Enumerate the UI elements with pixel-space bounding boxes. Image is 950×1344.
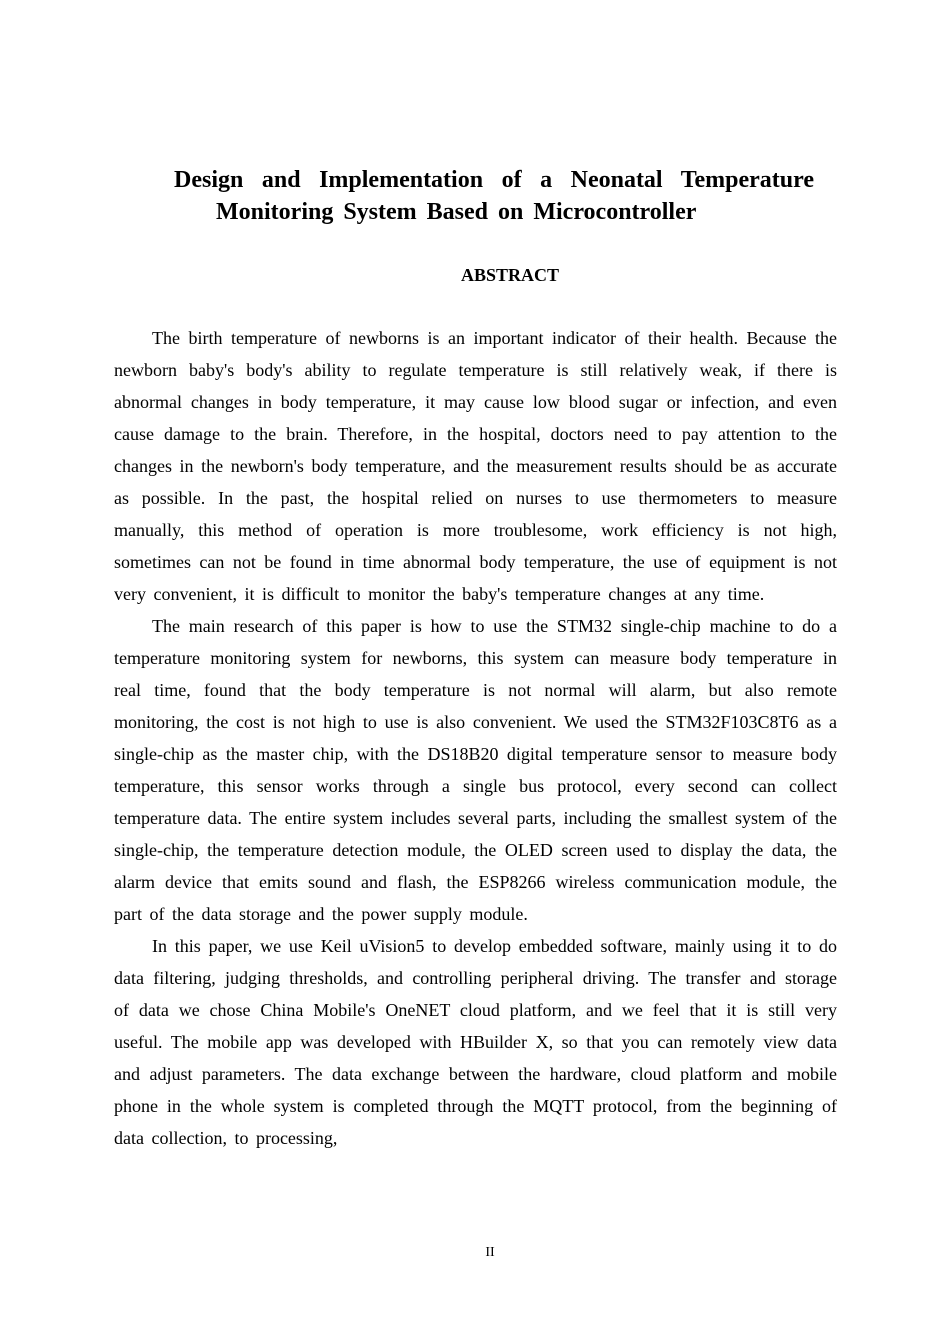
document-title bbox=[160, 164, 828, 228]
abstract-paragraph: The main research of this paper is how to use the STM32 single-chip machine to do a temperature monitoring system for newborns, this system can measure body temperature in real time, found that the body temperature is not normal will alarm, but also remote monitoring, the cost is not high to use is also convenient. We used the STM32F103C8T6 as a single-chip as the master chip, with the DS18B20 digital temperature sensor to measure body temperature, this sensor works through a single bus protocol, every second can collect temperature data. The entire system includes several parts, including the smallest system of the single-chip, the temperature detection module, the OLED screen used to display the data, the alarm device that emits sound and flash, the ESP8266 wireless communication module, the part of the data storage and the power supply module. bbox=[114, 616, 837, 924]
page-number: II bbox=[485, 1245, 495, 1260]
abstract-paragraph: In this paper, we use Keil uVision5 to develop embedded software, mainly using it to do data filtering, judging thresholds, and controlling peripheral driving. The transfer and storage of data we chose China Mobile's OneNET cloud platform, and we feel that it is still very useful. The mobile app was developed with HBuilder X, so that you can remotely view data and adjust parameters. The data exchange between the hardware, cloud platform and mobile phone in the whole system is completed through the MQTT protocol, from the beginning of data collection, to processing, bbox=[114, 936, 837, 1148]
title-line-1: Design and Implementation of a Neonatal Temperature bbox=[174, 167, 814, 193]
abstract-body bbox=[114, 322, 837, 1154]
abstract-heading: ABSTRACT bbox=[460, 265, 560, 285]
abstract-paragraph: The birth temperature of newborns is an important indicator of their health. Because the newborn baby's body's ability to regulate temperature is still relatively weak, if there is abnormal changes in body temperature, it may cause low blood sugar or infection, and even cause damage to the brain. Therefore, in the hospital, doctors need to pay attention to the changes in the newborn's body temperature, and the measurement results should be as accurate as possible. In the past, the hospital relied on nurses to use thermometers to measure manually, this method of operation is more troublesome, work efficiency is not high, sometimes can not be found in time abnormal body temperature, the use of equipment is not very convenient, it is difficult to monitor the baby's temperature changes at any time. bbox=[114, 328, 837, 604]
title-line-2: Monitoring System Based on Microcontroller bbox=[216, 199, 697, 225]
